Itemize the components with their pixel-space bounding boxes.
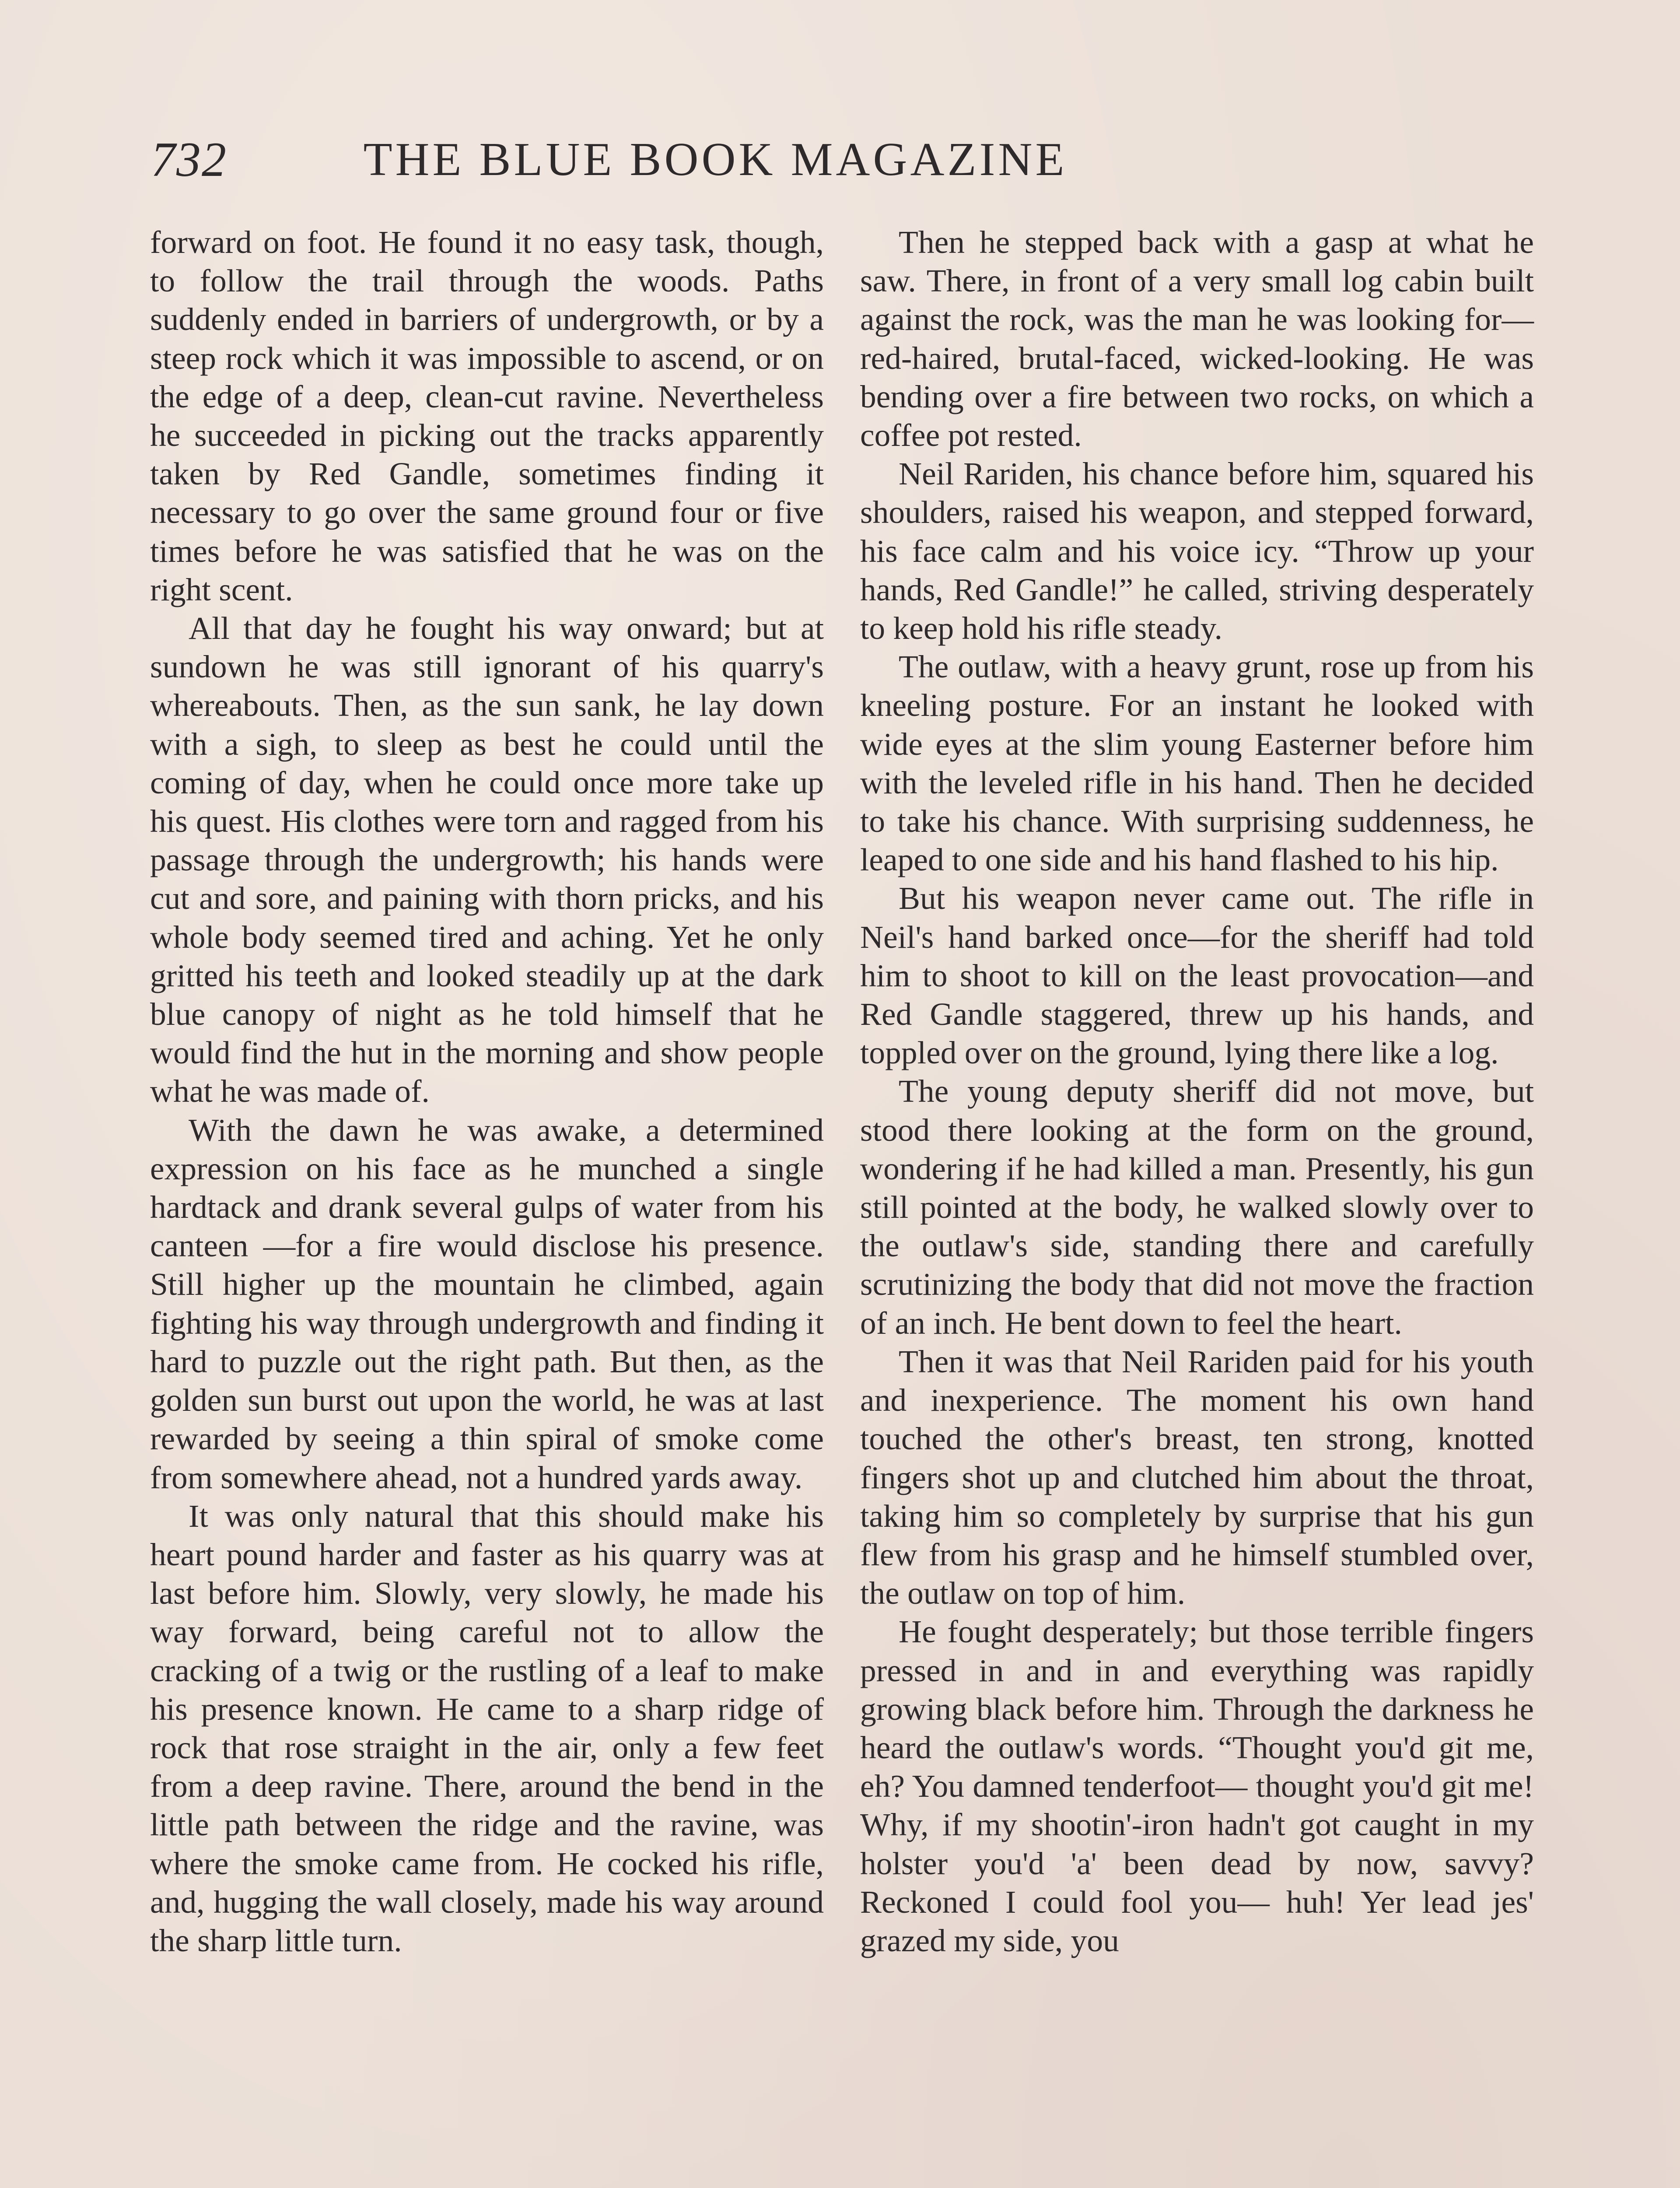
paragraph: All that day he fought his way onward; but at sundown he was still ignorant of his quarry's whereabouts. Then, as the sun sank, he lay down with a sigh, to sleep as best he could until the coming of day, when he could once more take up his quest. His clothes were torn and ragged from his passage through the undergrowth; his hands were cut and sore, and paining with thorn pricks, and his whole body seemed tired and aching. Yet he only gritted his teeth and looked steadily up at the dark blue canopy of night as he told himself that he would find the hut in the morning and show people what he was made of. (150, 610, 824, 1109)
paragraph: With the dawn he was awake, a determined expression on his face as he munched a single hardtack and drank several gulps of water from his canteen —for a fire would disclose his presence. Still higher up the mountain he climbed, again fighting his way through undergrowth and finding it hard to puzzle out the right path. But then, as the golden sun burst out upon the world, he was at last rewarded by seeing a thin spiral of smoke come from somewhere ahead, not a hundred yards away. (150, 1112, 824, 1495)
paragraph: He fought desperately; but those terrible fingers pressed in and in and everything was rapidly growing black before him. Through the darkness he heard the outlaw's words. “Thought you'd git me, eh? You damned tenderfoot— thought you'd git me! Why, if my shootin'-iron hadn't got caught in my holster you'd 'a' been dead by now, savvy? Reckoned I could fool you— huh! Yer lead jes' grazed my side, you (860, 1614, 1534, 1958)
paragraph: But his weapon never came out. The rifle in Neil's hand barked once—for the sheriff had told him to shoot to kill on the least provocation—and Red Gandle staggered, threw up his hands, and toppled over on the ground, lying there like a log. (860, 880, 1534, 1071)
paragraph: The outlaw, with a heavy grunt, rose up from his kneeling posture. For an instant he looked with wide eyes at the slim young Easterner before him with the leveled rifle in his hand. Then he decided to take his chance. With surprising suddenness, he leaped to one side and his hand flashed to his hip. (860, 649, 1534, 878)
paragraph: Neil Rariden, his chance before him, squared his shoulders, raised his weapon, and stepped forward, his face calm and his voice icy. “Throw up your hands, Red Gandle!” he called, striving desperately to keep hold his rifle steady. (860, 456, 1534, 646)
paragraph: It was only natural that this should make his heart pound harder and faster as his quarry was at last before him. Slowly, very slowly, he made his way forward, being careful not to allow the cracking of a twig or the rustling of a leaf to make his presence known. He came to a sharp ridge of rock that rose straight in the air, only a few feet from a deep ravine. There, around the bend in the little path between the ridge and the ravine, was where the smoke came from. He cocked his rifle, and, hugging the wall closely, made his way around the sharp little turn. (150, 1498, 824, 1958)
running-title: THE BLUE BOOK MAGAZINE (363, 133, 1068, 186)
paragraph: Then it was that Neil Rariden paid for his youth and inexperience. The moment his own hand touched the other's breast, ten strong, knotted fingers shot up and clutched him about the throat, taking him so completely by surprise that his gun flew from his grasp and he himself stumbled over, the outlaw on top of him. (860, 1343, 1534, 1611)
text-column-right (860, 223, 1534, 1960)
page-number: 732 (151, 133, 227, 187)
text-column-left (150, 223, 824, 1960)
paragraph: Then he stepped back with a gasp at what he saw. There, in front of a very small log cabin built against the rock, was the man he was looking for—red-haired, brutal-faced, wicked-looking. He was bending over a fire between two rocks, on which a coffee pot rested. (860, 224, 1534, 453)
page-header (151, 127, 1232, 193)
paragraph: The young deputy sheriff did not move, but stood there looking at the form on the ground, wondering if he had killed a man. Presently, his gun still pointed at the body, he walked slowly over to the outlaw's side, standing there and carefully scrutinizing the body that did not move the fraction of an inch. He bent down to feel the heart. (860, 1073, 1534, 1341)
paragraph: forward on foot. He found it no easy task, though, to follow the trail through the woods. Paths suddenly ended in barriers of undergrowth, or by a steep rock which it was impossible to ascend, or on the edge of a deep, clean-cut ravine. Nevertheless he succeeded in picking out the tracks apparently taken by Red Gandle, sometimes finding it necessary to go over the same ground four or five times before he was satisfied that he was on the right scent. (150, 224, 824, 607)
